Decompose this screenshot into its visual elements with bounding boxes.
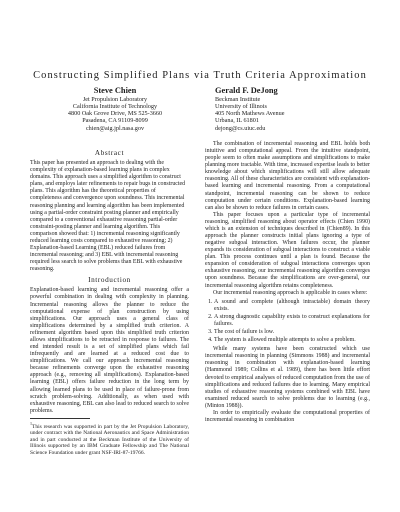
paper-title: Constructing Simplified Plans via Truth Criteria Approximation xyxy=(33,70,367,81)
body-paragraph: Our incremental reasoning approach is applicable in cases where: xyxy=(213,289,368,296)
introduction-text: Explanation-based learning and incremental reasoning offer a powerful combination in dealing with complexity in planning. Incremental reasoning allows the planner to reduce the computational expense of plan construction by using simplifications. Our approach uses a general class of simplifications determined by a simplified truth criterion. A refinement algorithm based upon this simplified truth criterion allows simplifications to be retracted in response to failures. The end intended result is a set of simplified plans which fail infrequently and are learned at a reduced cost due to simplifications. We call our approach incremental reasoning because refinements converge upon the exhaustive reasoning approach (e.g., removing all simplifications). Explanation-based learning (EBL) offers failure reduction in the long term by allowing learned plans to be used in place of failure-prone from scratch problem-solving. Additionally, as when used with exhaustive reasoning, EBL can also lead to reduced search to solve problems. xyxy=(30,287,189,414)
list-item: 4. The system is allowed multiple attempts to solve a problem. xyxy=(214,337,370,344)
author-name: Gerald F. DeJong xyxy=(215,86,278,95)
author-email: chien@aig.jpl.nasa.gov xyxy=(85,124,145,132)
author-address: 4800 Oak Grove Drive, MS 525-3660 xyxy=(67,110,163,118)
body-paragraph: The combination of incremental reasoning and EBL holds both intuitive and computational appeal. From the intuitive standpoint, people seem to often make assumptions and simplifications to make planning more tractable. With time, increased expertise leads to better knowledge about which simplifications will still allow adequate reasoning. All of these characteristics are consistent with explanation-based learning and incremental reasoning. From a computational standpoint, incremental reasoning can be shown to reduce computation under certain conditions. Explanation-based learning can also be shown to reduce failures in certain cases. xyxy=(205,141,370,211)
footnote-body: This research was supported in part by the Jet Propulsion Laboratory, under contract with the National Aeronautics and Space Administration and in part conducted at the Beckman Institute of the University of Illinois supported by an IBM Graduate Fellowship and The National Science Foundation under grant NSF-IRI-87-19766. xyxy=(30,423,189,456)
author-name: Steve Chien xyxy=(93,86,137,95)
abstract-heading: Abstract xyxy=(94,149,125,157)
footnote-marker: 1 xyxy=(30,420,32,426)
footnote-text xyxy=(30,421,189,456)
author-address: 405 North Mathews Avenue xyxy=(215,110,285,118)
introduction-heading: Introduction xyxy=(88,276,131,285)
right-column xyxy=(205,141,370,424)
body-paragraph: This paper focuses upon a particular type of incremental reasoning, simplified reasoning about operator effects (Chien 1990) which is an extension of techniques described in (Chien89). In this approach the planner constructs initial plans ignoring a type of negative subgoal interaction. When failures occur, the planner expands its consideration of subgoal interactions to construct a viable plan. This process continues until a plan is found. Because the expansion of consideration of subgoal interactions converges upon exhaustive reasoning, our incremental reasoning algorithm converges upon soundness. Because the simplifications are over-general, our incremental reasoning algorithm retains completeness. xyxy=(205,211,370,289)
footnote-divider xyxy=(30,418,90,419)
author-block-2 xyxy=(215,86,360,132)
body-paragraph: While many systems have been constructed which use incremental reasoning in planning (Simmons 1988) and incremental reasoning in combination with explanation-based learning (Hammond 1989; Collins et al. 1989), there has been little effort devoted to empirical analyses of reduced computation from the use of simplifications and reduced failures due to learning. Many empirical studies of exhaustive reasoning systems combined with EBL have examined reduced search to solve problems due to learning (e.g., (Minton 1988)). xyxy=(205,346,370,409)
list-item: 2. A strong diagnostic capability exists to construct explanations for failures. xyxy=(214,314,370,328)
author-affiliation: Beckman Institute xyxy=(215,95,261,103)
author-affiliation: Jet Propulsion Laboratory xyxy=(82,95,148,103)
left-column xyxy=(30,146,189,456)
abstract-text: This paper has presented an approach to dealing with the complexity of explanation-based learning plans in complex domains. This approach uses a simplified algorithm to construct plans, and employs later refinements to repair bugs in constructed plans. This algorithm has the theoretical properties of completeness and convergence upon soundness. This incremental reasoning planning and learning algorithm has been implemented using a partial-order constraint posting planner and empirically compared to a conventional exhaustive reasoning partial-order constraint-posting planner and learning algorithm. This comparison showed that: 1) incremental reasoning significantly reduced learning costs compared to exhaustive reasoning; 2) Explanation-based Learning (EBL) reduced failures from incremental reasoning; and 3) EBL with incremental reasoning required less search to solve problems than EBL with exhaustive reasoning. xyxy=(30,160,186,273)
author-affiliation: University of Illinois xyxy=(215,102,267,110)
author-address: Pasadena, CA 91109-8099 xyxy=(82,117,148,125)
conditions-list xyxy=(205,299,370,344)
author-block-1 xyxy=(30,86,200,132)
author-email: dejong@cs.uiuc.edu xyxy=(215,124,266,132)
body-paragraph: In order to empirically evaluate the computational properties of incremental reasoning in combination xyxy=(205,409,370,423)
author-affiliation: California Institute of Technology xyxy=(72,102,158,110)
author-address: Urbana, IL 61801 xyxy=(215,117,259,125)
list-item: 3. The cost of failure is low. xyxy=(214,329,370,336)
list-item: 1. A sound and complete (although intractable) domain theory exists. xyxy=(214,299,370,313)
